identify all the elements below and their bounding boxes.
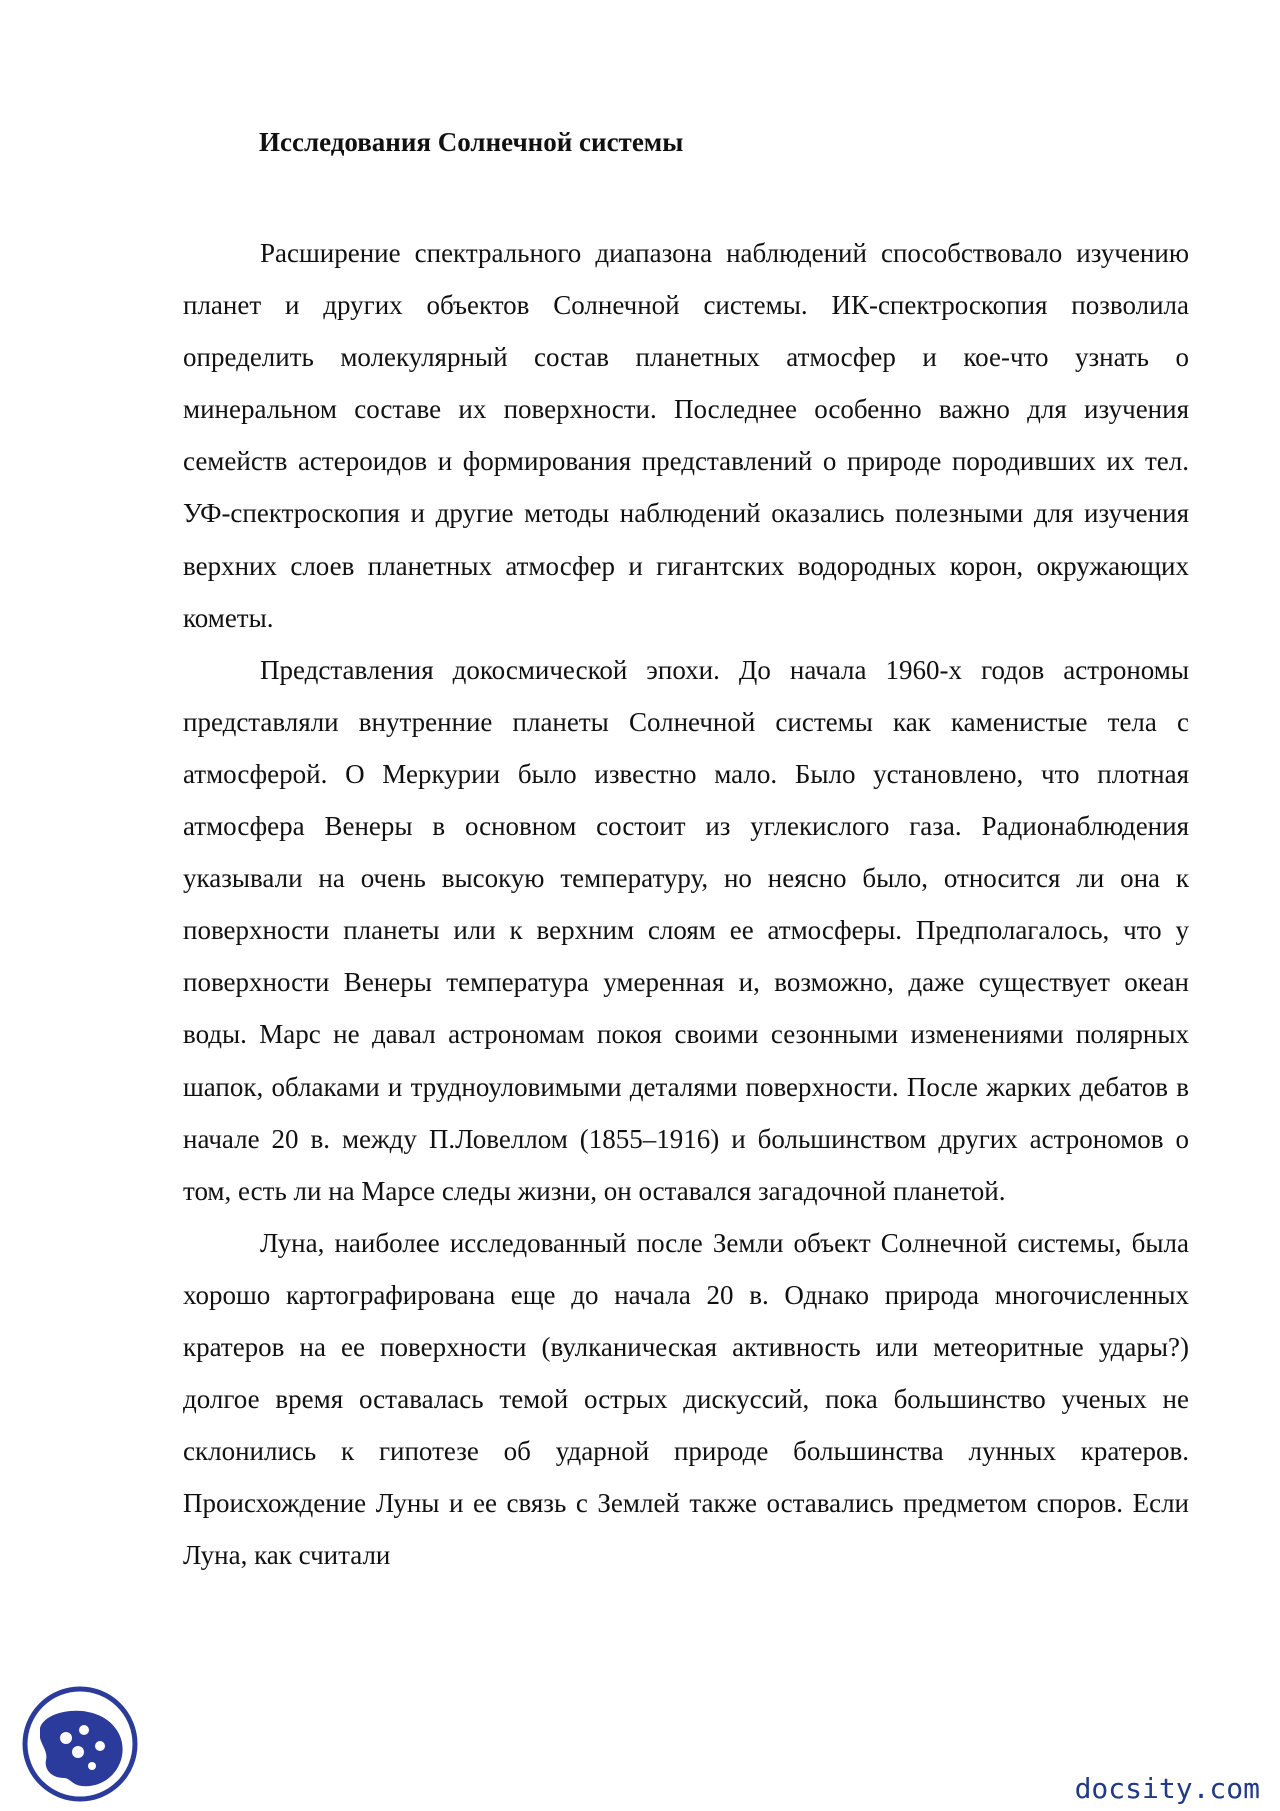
docsity-brand-link[interactable]: docsity.com	[1074, 1772, 1260, 1805]
document-body	[183, 227, 1189, 1581]
docsity-logo-graphic	[22, 1686, 138, 1802]
paragraph-1: Расширение спектрального диапазона наблюдений способствовало изучению планет и других объектов Солнечной системы. ИК-спектроскопия позволила определить молекулярный состав планетных атмосфер и кое-что узнать о минеральном составе их поверхности. Последнее особенно важно для изучения семейств астероидов и формирования представлений о природе породивших их тел. УФ-спектроскопия и другие методы наблюдений оказались полезными для изучения верхних слоев планетных атмосфер и гигантских водородных корон, окружающих кометы.	[183, 238, 1189, 633]
paragraph-3: Луна, наиболее исследованный после Земли объект Солнечной системы, была хорошо картографирована еще до начала 20 в. Однако природа многочисленных кратеров на ее поверхности (вулканическая активность или метеоритные удары?) долгое время оставалась темой острых дискуссий, пока большинство ученых не склонились к гипотезе об ударной природе большинства лунных кратеров. Происхождение Луны и ее связь с Землей также оставались предметом споров. Если Луна, как считали	[183, 1227, 1189, 1571]
docsity-logo-icon[interactable]	[22, 1686, 138, 1802]
document-title: Исследования Солнечной системы	[259, 127, 684, 157]
paragraph-2: Представления докосмической эпохи. До начала 1960-х годов астрономы представляли внутренние планеты Солнечной системы как каменистые тела с атмосферой. О Меркурии было известно мало. Было установлено, что плотная атмосфера Венеры в основном состоит из углекислого газа. Радионаблюдения указывали на очень высокую температуру, но неясно было, относится ли она к поверхности планеты или к верхним слоям ее атмосферы. Предполагалось, что у поверхности Венеры температура умеренная и, возможно, даже существует океан воды. Марс не давал астрономам покоя своими сезонными изменениями полярных шапок, облаками и трудноуловимыми деталями поверхности. После жарких дебатов в начале 20 в. между П.Ловеллом (1855–1916) и большинством других астрономов о том, есть ли на Марсе следы жизни, он оставался загадочной планетой.	[183, 654, 1189, 1206]
